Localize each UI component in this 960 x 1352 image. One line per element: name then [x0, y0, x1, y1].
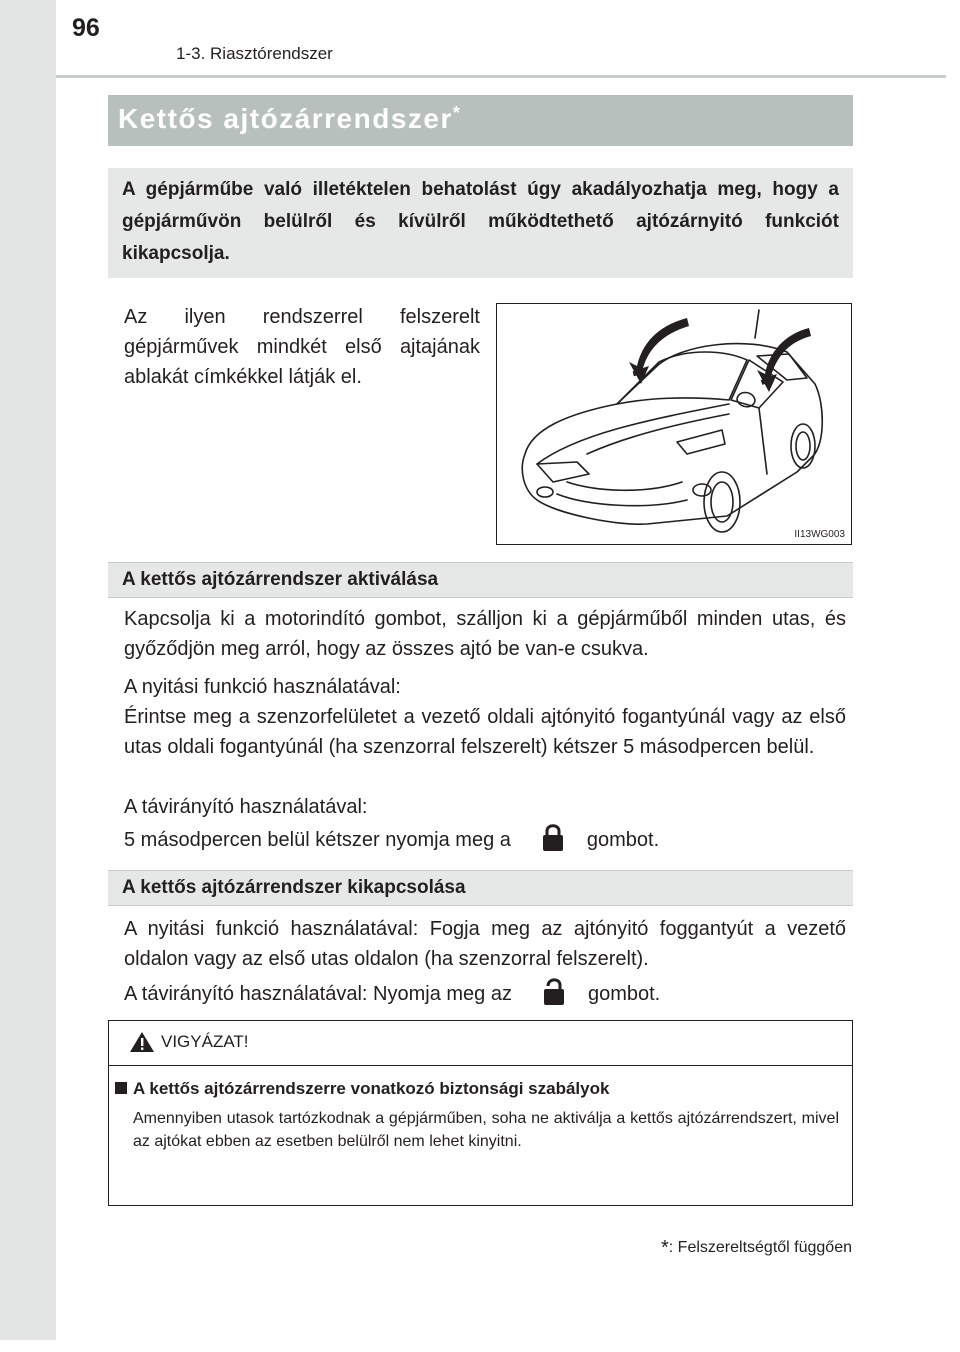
section-title-text: Kettős ajtózárrendszer [118, 103, 453, 134]
activation-remote-after: gombot. [586, 829, 660, 851]
footnote [661, 1237, 852, 1260]
warning-body: Amennyiben utasok tartózkodnak a gépjárműben, soha ne aktiválja a kettős ajtózárrendszert, mivel az ajtókat ebben az esetben belülről nem lehet kinyitni. [133, 1110, 839, 1150]
warning-title [115, 1079, 609, 1099]
warning-box [108, 1020, 853, 1206]
car-illustration [496, 303, 852, 545]
activation-remote-text [124, 822, 846, 855]
intro-box [108, 168, 853, 278]
deactivation-remote-text [124, 976, 846, 1009]
car-drawing [497, 304, 852, 545]
side-strip [0, 0, 56, 1340]
section-title [118, 103, 460, 135]
warning-title-text: A kettős ajtózárrendszerre vonatkozó biztonsági szabályok [133, 1079, 610, 1098]
figure-paragraph: Az ilyen rendszerrel felszerelt gépjárművek mindkét első ajtajának ablakát címkékkel látják el. [124, 306, 480, 388]
deactivation-remote-before: A távirányító használatával: Nyomja meg az [124, 983, 512, 1005]
activation-remote-label: A távirányító használatával: [124, 796, 368, 818]
figure-code: II13WG003 [794, 529, 845, 540]
activation-smart-label: A nyitási funkció használatával: [124, 676, 401, 698]
deactivation-heading: A kettős ajtózárrendszer kikapcsolása [108, 870, 853, 906]
warning-triangle-icon [129, 1031, 155, 1053]
intro-text: A gépjárműbe való illetéktelen behatolást úgy akadályozhatja meg, hogy a gépjárművön belülről és kívülről működtethető ajtózárnyitó funkciót kikapcsolja. [122, 179, 839, 264]
deactivation-text: A nyitási funkció használatával: Fogja meg az ajtónyitó foggantyút a vezető oldalon vagy az első utas oldalon (ha szenzorral felszerelt). [124, 918, 846, 970]
chapter-title: 1-3. Riasztórendszer [176, 44, 333, 63]
activation-heading: A kettős ajtózárrendszer aktiválása [108, 562, 853, 598]
deactivation-remote-after: gombot. [587, 983, 661, 1005]
footnote-text: : Felszereltségtől függően [668, 1239, 852, 1256]
header-rule [56, 75, 946, 78]
activation-smart-text: Érintse meg a szenzorfelületet a vezető oldali ajtónyitó fogantyúnál vagy az első utas oldali fogantyúnál (ha szenzorral felszerelt) kétszer 5 másodpercen belül. [124, 706, 846, 758]
bullet-square-icon [115, 1082, 127, 1094]
title-asterisk: * [452, 103, 460, 123]
warning-label: VIGYÁZAT! [161, 1032, 249, 1051]
activation-remote-before: 5 másodpercen belül kétszer nyomja meg a [124, 829, 511, 851]
lock-icon [541, 822, 565, 852]
activation-text: Kapcsolja ki a motorindító gombot, szálljon ki a gépjárműből minden utas, és győződjön meg arról, hogy az összes ajtó be van-e csukva. [124, 608, 846, 660]
unlock-icon [542, 976, 566, 1006]
page-number: 96 [72, 14, 100, 42]
warning-header [109, 1021, 852, 1066]
section-title-bar [108, 95, 853, 146]
footnote-asterisk: * [660, 1237, 669, 1259]
